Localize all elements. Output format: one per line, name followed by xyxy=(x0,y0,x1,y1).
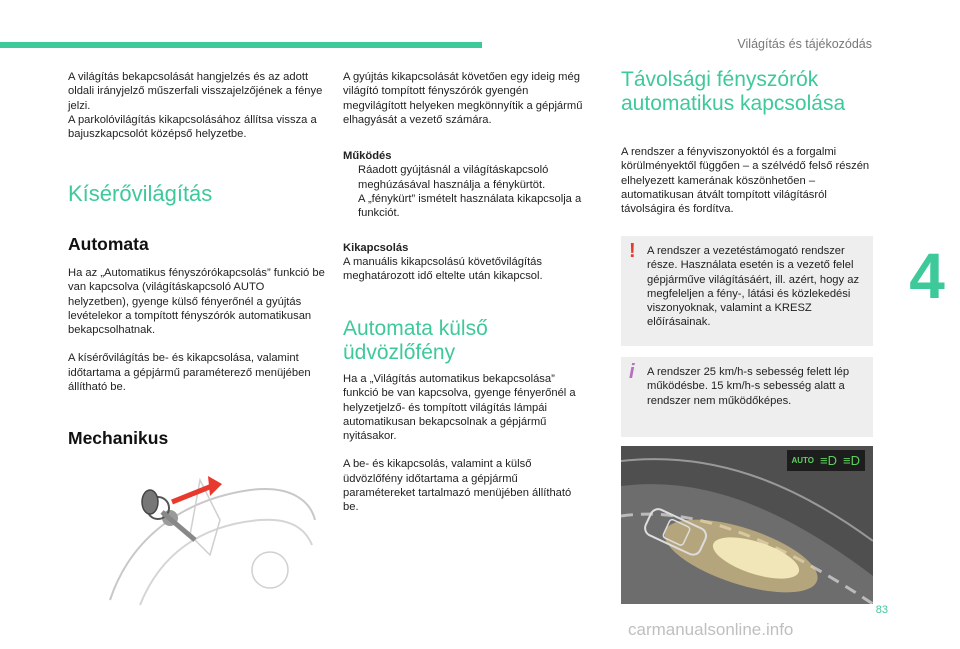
intro-text-2: A parkolóvilágítás kikapcsolásához állítsa vissza a bajuszkapcsolót középső helyzetbe. xyxy=(68,113,317,141)
subheading-automata: Automata xyxy=(68,234,149,254)
column-1 xyxy=(68,70,328,141)
high-beam-auto-icon: ≡D xyxy=(820,453,838,468)
mukodes-bullet-1 xyxy=(343,163,583,192)
section-heading-tavolsagi: Távolsági fényszórók automatikus kapcsolása xyxy=(621,68,846,115)
top-accent-bar xyxy=(0,42,482,48)
road-illustration xyxy=(621,446,873,604)
col2-intro-text: A gyújtás kikapcsolását követően egy ideig még világító tompított fényszórók gyengén megvilágított helyeken megkönnyítik a gépjármű elhagyását a vezető számára. xyxy=(343,71,583,126)
info-text: A rendszer 25 km/h-s sebesség felett lép működésbe. 15 km/h-s sebesség alatt a rendszer nem működőképes. xyxy=(647,366,850,407)
udvozlofeny-settings-text: A be- és kikapcsolás, valamint a külső üdvözlőfény időtartama a gépjármű paramétereket tartalmazó menüjében állítható be. xyxy=(343,458,572,514)
auto-high-beam-indicator xyxy=(787,450,866,471)
mukodes-title: Működés xyxy=(343,150,392,163)
warning-note xyxy=(621,236,873,346)
chapter-number: 4 xyxy=(909,240,945,312)
kikapcsolas-title: Kikapcsolás xyxy=(343,241,409,254)
light-stalk-illustration xyxy=(100,460,322,610)
tavolsagi-text: A rendszer a fényviszonyoktól és a forgalmi körülményektől függően – a szélvédő felső részén elhelyezett kamerának köszönhetően – automatikusan átvált tompított világításról távolságira és fordítva. xyxy=(621,146,870,216)
page-number: 83 xyxy=(875,604,888,616)
automata-text: Ha az „Automatikus fényszórókapcsolás” funkció be van kapcsolva (világításkapcsoló AUTO helyzetben), gyenge külső fényerőnél a gyújtás levételekor a tompított fényszórók automatikusan bekapcsolhatnak. xyxy=(68,267,325,337)
mukodes-bullet-2 xyxy=(343,192,583,221)
mukodes-bullet-1-text: Ráadott gyújtásnál a világításkapcsoló meghúzásával használja a fénykürtöt. xyxy=(358,164,549,191)
bullet-icon xyxy=(343,163,358,192)
subheading-mechanikus: Mechanikus xyxy=(68,428,169,448)
warning-icon: ! xyxy=(629,240,636,262)
section-heading-udvozlofeny: Automata külső üdvözlőfény xyxy=(343,317,488,364)
kikapcsolas-text: A manuális kikapcsolású követővilágítás meghatározott idő eltelte után kikapcsol. xyxy=(343,255,543,283)
info-icon: i xyxy=(629,361,635,383)
kiserovilagitas-settings-text: A kísérővilágítás be- és kikapcsolása, valamint időtartama a gépjármű paraméterező menüjében állítható be. xyxy=(68,352,311,394)
column-1-body xyxy=(68,266,328,408)
udvozlofeny-text: Ha a „Világítás automatikus bekapcsolása” funkció be van kapcsolva, gyenge fényerőnél a helyzetjelző- és tompított világítás lámpái automatikusan bekapcsolnak a gépjármű nyitásakor. xyxy=(343,373,576,443)
bullet-icon xyxy=(343,192,358,221)
section-heading-kiserovilagitas: Kísérővilágítás xyxy=(68,181,213,206)
watermark: carmanualsonline.info xyxy=(628,620,794,639)
intro-text-1: A világítás bekapcsolását hangjelzés és az adott oldali irányjelző műszerfali visszajelzőjének a fénye jelzi. xyxy=(68,71,323,112)
mukodes-bullet-2-text: A „fénykürt” ismételt használata kikapcsolja a funkciót. xyxy=(358,193,582,220)
column-2 xyxy=(343,70,583,298)
high-beam-icon: ≡D xyxy=(843,453,860,468)
auto-label: AUTO xyxy=(791,455,815,465)
column-2-body xyxy=(343,372,583,529)
page-header: Világítás és tájékozódás xyxy=(737,37,872,51)
warning-text: A rendszer a vezetéstámogató rendszer része. Használata esetén is a vezető felel gépjárműve világításáért, ill. azért, hogy az megfeleljen a fény-, látási és közlekedési viszonyoknak, valamint a KRESZ előírásainak. xyxy=(647,245,860,329)
info-note xyxy=(621,357,873,437)
